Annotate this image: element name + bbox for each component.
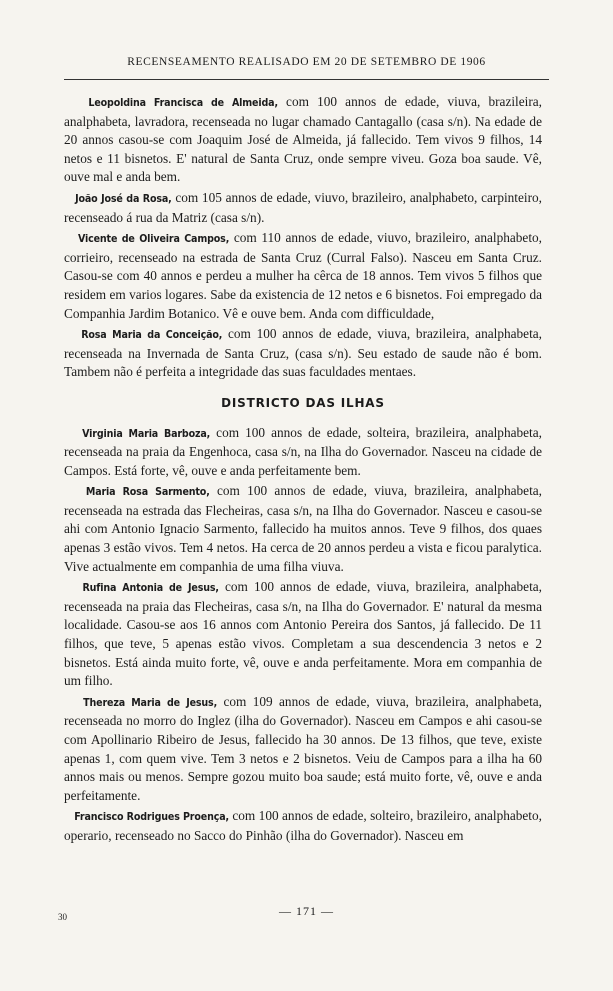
entry-paragraph bbox=[64, 93, 542, 187]
entry-name: Maria Rosa Sarmento, bbox=[85, 486, 210, 499]
entry-text: com 109 annos de edade, viuva, brazileira, analphabeta, recenseada no morro do Inglez (ilha do Governador). Nasceu em Campos e ahi casou-se com Apollinario Ribeiro de Jesus, fallecido ha 30 annos. De 13 filhos, que teve, existe apenas 1, com quem vive. Tem 3 netos e 2 bisnetos. Veiu de Campos para a ilha ha 60 annos mais ou menos. Sempre gozou muito boa saude; está muito forte, vê, ouve e anda perfeitamente. bbox=[64, 693, 543, 803]
entry-name: Francisco Rodrigues Proença, bbox=[74, 811, 229, 824]
entry-text: com 100 annos de edade, viuva, brazileira, analphabeta, recenseada na praia das Flecheiras, casa s/n, na Ilha do Governador. E' natural da mesma localidade. Casou-se aos 16 annos com Antonio Pereira dos Santos, já fallecido. De 11 filhos, que teve, 5 apenas estão vivos. Completam a sua descendencia 3 netos e 2 bisnetos. Está ainda muito forte, vê, ouve e anda perfeitamente. Mora em companhia de um filho. bbox=[64, 579, 543, 689]
entry-name: Thereza Maria de Jesus, bbox=[83, 696, 218, 709]
header-rule bbox=[64, 79, 549, 80]
entry-text: com 100 annos de edade, viuva, brazileira, analphabeta, recenseada na estrada das Flecheiras, casa s/n, na Ilha do Governador. Nasceu e casou-se ahi com Antonio Ignacio Sarmento, fallecido ha muitos annos. Teve 9 filhos, dos quaes apenas 3 estão vivos. Tem 4 netos. Ha cerca de 20 annos perdeu a vista e ficou paralytica. Vive actualmente em companhia de uma filha viuva. bbox=[64, 483, 542, 574]
entry-paragraph bbox=[64, 189, 542, 227]
document-body bbox=[64, 93, 542, 848]
entry-text: com 105 annos de edade, viuvo, brazileiro, analphabeto, carpinteiro, recenseado á rua da Matriz (casa s/n). bbox=[64, 189, 542, 225]
entry-text: com 100 annos de edade, solteira, brazileira, analphabeta, recenseada na praia da Engenhoca, casa s/n, na Ilha do Governador. Nasceu na cidade de Campos. Está forte, vê, ouve e anda perfeitamente bem. bbox=[64, 424, 542, 478]
entry-name: Leopoldina Francisca de Almeida, bbox=[88, 97, 278, 109]
entry-paragraph bbox=[64, 229, 542, 323]
entry-name: Rufina Antonia de Jesus, bbox=[82, 582, 219, 595]
entry-name: Rosa Maria da Conceição, bbox=[81, 329, 223, 342]
entry-text: com 110 annos de edade, viuvo, brazileiro, analphabeto, corrieiro, recenseado na estrada de Santa Cruz (Curral Falso). Nasceu em Santa Cruz. Casou-se com 40 annos e perdeu a mulher ha cêrca de 18 annos. Tem vivos 5 filhos que residem em varios logares. Sabe da existencia de 12 netos e 6 bisnetos. Foi empregado da Companhia Jardim Botanico. Vê e ouve bem. Anda com difficuldade, bbox=[64, 230, 542, 321]
signature-mark: 30 bbox=[58, 912, 67, 922]
section-heading: DISTRICTO DAS ILHAS bbox=[221, 395, 385, 410]
entry-paragraph bbox=[64, 482, 542, 576]
entry-name: Virginia Maria Barboza, bbox=[82, 427, 211, 440]
entry-paragraph bbox=[64, 578, 542, 691]
page-number: — 171 — bbox=[279, 904, 334, 918]
entry-paragraph bbox=[64, 693, 542, 806]
entry-text: com 100 annos de edade, viuva, brazileira, analphabeta, lavradora, recenseada no lugar chamado Cantagallo (casa s/n). Na edade de 20 annos casou-se com Joaquim José de Almeida, já fallecido. Tem vivos 9 filhos, 14 netos e 11 bisnetos. E' natural de Santa Cruz, onde sempre viveu. Goza boa saude. Vê, ouve mal e anda bem. bbox=[64, 94, 542, 185]
entry-text: com 100 annos de edade, viuva, brazileira, analphabeta, recenseada na Invernada de Santa Cruz, (casa s/n). Seu estado de saude não é bom. Tambem não é perfeita a integridade das suas faculdades mentaes. bbox=[64, 326, 542, 380]
entry-paragraph bbox=[64, 325, 542, 382]
entry-name: Vicente de Oliveira Campos, bbox=[77, 233, 230, 246]
entry-paragraph bbox=[64, 807, 542, 845]
running-title: RECENSEAMENTO REALISADO EM 20 DE SETEMBRO DE 1906 bbox=[127, 56, 486, 68]
entry-text: com 100 annos de edade, solteiro, brazileiro, analphabeto, operario, recenseado no Sacco do Pinhão (ilha do Governador). Nasceu em bbox=[64, 808, 542, 843]
entry-name: João José da Rosa, bbox=[75, 192, 172, 205]
entry-paragraph bbox=[64, 424, 542, 481]
